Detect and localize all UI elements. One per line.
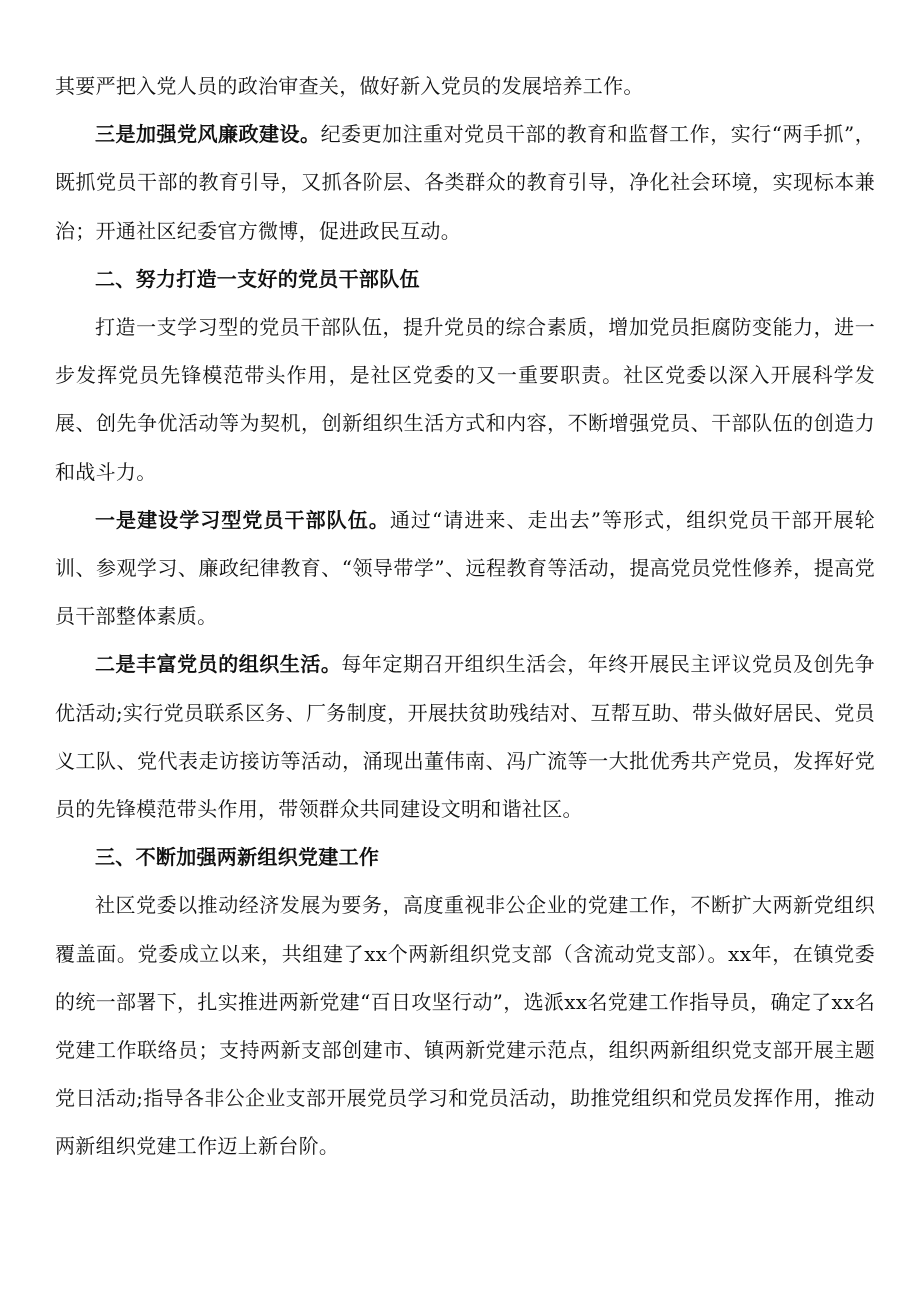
paragraph-two-new-organizations xyxy=(55,881,875,1170)
section-heading-3: 三、不断加强两新组织党建工作 xyxy=(95,845,380,870)
paragraph-lead: 三是加强党风廉政建设。 xyxy=(95,122,321,147)
document-page xyxy=(55,62,875,1171)
paragraph-text: 其要严把入党人员的政治审查关，做好新入党员的发展培养工作。 xyxy=(55,74,644,98)
paragraph-text: 纪委更加注重对党员干部的教育和监督工作，实行“两手抓”，既抓党员干部的教育引导，又抓各阶层、各类群众的教育引导，净化社会环境，实现标本兼治；开通社区纪委官方微博，促进政民互动。 xyxy=(55,122,875,243)
paragraph-lead: 一是建设学习型党员干部队伍。 xyxy=(95,507,390,532)
paragraph-cadre-team xyxy=(55,303,875,496)
paragraph-organization-life xyxy=(55,640,875,833)
paragraph-clean-governance xyxy=(55,110,875,255)
paragraph-learning-team xyxy=(55,496,875,641)
paragraph-text: 每年定期召开组织生活会，年终开展民主评议党员及创先争优活动;实行党员联系区务、厂务制度，开展扶贫助残结对、互帮互助、带头做好居民、党员义工队、党代表走访接访等活动，涌现出董伟南、冯广流等一大批优秀共产党员，发挥好党员的先锋模范带头作用，带领群众共同建设文明和谐社区。 xyxy=(55,652,875,822)
paragraph-text: 通过“请进来、走出去”等形式，组织党员干部开展轮训、参观学习、廉政纪律教育、“领导带学”、远程教育等活动，提高党员党性修养，提高党员干部整体素质。 xyxy=(55,507,876,629)
paragraph-lead: 二是丰富党员的组织生活。 xyxy=(95,652,342,677)
paragraph-text: 社区党委以推动经济发展为要务，高度重视非公企业的党建工作，不断扩大两新党组织覆盖面。党委成立以来，共组建了xx个两新组织党支部（含流动党支部）。xx年，在镇党委的统一部署下，扎实推进两新党建“百日攻坚行动”，选派xx名党建工作指导员，确定了xx名党建工作联络员；支持两新支部创建市、镇两新党建示范点，组织两新组织党支部开展主题党日活动;指导各非公企业支部开展党员学习和党员活动，助推党组织和党员发挥作用，推动两新组织党建工作迈上新台阶。 xyxy=(55,893,875,1159)
paragraph-text: 打造一支学习型的党员干部队伍，提升党员的综合素质，增加党员拒腐防变能力，进一步发挥党员先锋模范带头作用，是社区党委的又一重要职责。社区党委以深入开展科学发展、创先争优活动等为契机，创新组织生活方式和内容，不断增强党员、干部队伍的创造力和战斗力。 xyxy=(55,315,875,484)
section-heading-2: 二、努力打造一支好的党员干部队伍 xyxy=(95,266,420,291)
paragraph-continuation xyxy=(55,62,875,110)
